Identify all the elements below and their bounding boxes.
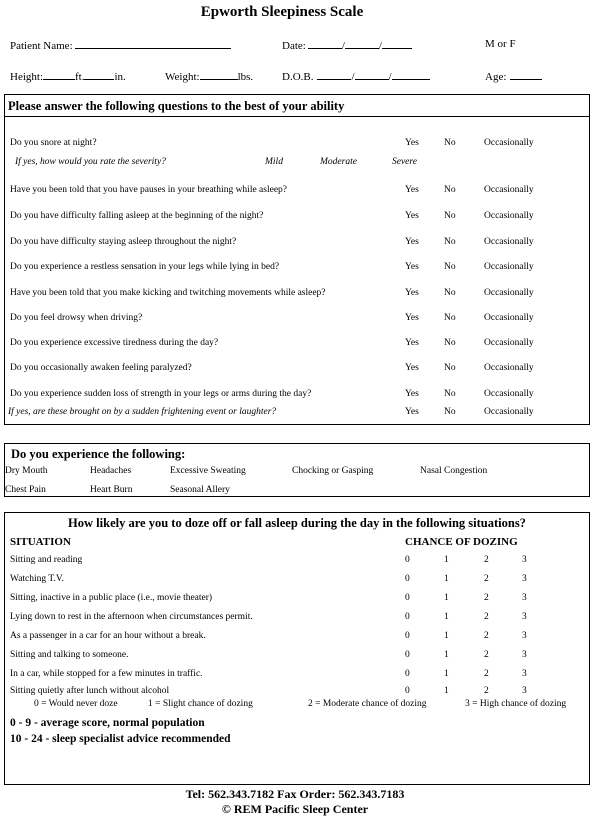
experience-item-chocking-gasping[interactable]: Chocking or Gasping: [292, 466, 374, 476]
question-text: Do you occasionally awaken feeling paralyzed?: [10, 363, 192, 373]
severity-moderate[interactable]: Moderate: [320, 157, 357, 167]
situation-text: Watching T.V.: [10, 574, 64, 584]
question-text: Do you snore at night?: [10, 138, 97, 148]
date-day-line[interactable]: [345, 38, 379, 49]
answer-no[interactable]: No: [444, 262, 456, 272]
date-year-line[interactable]: [382, 38, 412, 49]
dozing-score-0[interactable]: 0: [405, 574, 410, 584]
severity-mild[interactable]: Mild: [265, 157, 283, 167]
answer-yes[interactable]: Yes: [405, 407, 419, 417]
dozing-score-1[interactable]: 1: [444, 669, 449, 679]
chance-header: CHANCE OF DOZING: [405, 536, 518, 548]
situation-text: Lying down to rest in the afternoon when circumstances permit.: [10, 612, 253, 622]
dozing-score-3[interactable]: 3: [522, 650, 527, 660]
height-ft-line[interactable]: [43, 69, 75, 80]
dozing-score-2[interactable]: 2: [484, 574, 489, 584]
experience-item-chest-pain[interactable]: Chest Pain: [5, 485, 46, 495]
dob-label: D.O.B.: [282, 71, 314, 83]
score-note-specialist: 10 - 24 - sleep specialist advice recommended: [10, 733, 231, 745]
answer-occasionally[interactable]: Occasionally: [484, 138, 534, 148]
answer-occasionally[interactable]: Occasionally: [484, 363, 534, 373]
sex-label: M or F: [485, 38, 516, 50]
answer-yes[interactable]: Yes: [405, 338, 419, 348]
situation-text: Sitting and talking to someone.: [10, 650, 129, 660]
in-label: in.: [114, 71, 126, 83]
situation-text: As a passenger in a car for an hour without a break.: [10, 631, 206, 641]
answer-yes[interactable]: Yes: [405, 262, 419, 272]
question-text: Do you experience a restless sensation in your legs while lying in bed?: [10, 262, 280, 272]
answer-no[interactable]: No: [444, 211, 456, 221]
situation-text: Sitting and reading: [10, 555, 83, 565]
dozing-score-0[interactable]: 0: [405, 593, 410, 603]
dozing-score-1[interactable]: 1: [444, 593, 449, 603]
answer-yes[interactable]: Yes: [405, 138, 419, 148]
experience-item-nasal-congestion[interactable]: Nasal Congestion: [420, 466, 488, 476]
answer-no[interactable]: No: [444, 138, 456, 148]
dozing-score-3[interactable]: 3: [522, 631, 527, 641]
answer-occasionally[interactable]: Occasionally: [484, 338, 534, 348]
question-text: Do you experience excessive tiredness during the day?: [10, 338, 219, 348]
question-text: Do you have difficulty falling asleep at the beginning of the night?: [10, 211, 264, 221]
dozing-score-0[interactable]: 0: [405, 686, 410, 696]
situation-header: SITUATION: [10, 536, 71, 548]
dozing-score-2[interactable]: 2: [484, 650, 489, 660]
answer-no[interactable]: No: [444, 237, 456, 247]
answer-occasionally[interactable]: Occasionally: [484, 185, 534, 195]
question-text: Have you been told that you make kicking and twitching movements while asleep?: [10, 288, 326, 298]
dozing-score-1[interactable]: 1: [444, 631, 449, 641]
dozing-score-2[interactable]: 2: [484, 631, 489, 641]
date-separator: /: [341, 40, 345, 52]
age-field[interactable]: [485, 69, 542, 83]
patient-name-field[interactable]: [10, 38, 231, 52]
experience-section-title: Do you experience the following:: [11, 447, 186, 461]
answer-no[interactable]: No: [444, 389, 456, 399]
answer-occasionally[interactable]: Occasionally: [484, 313, 534, 323]
answer-yes[interactable]: Yes: [405, 389, 419, 399]
footer-copyright: © REM Pacific Sleep Center: [221, 802, 369, 816]
answer-yes[interactable]: Yes: [405, 237, 419, 247]
answer-occasionally[interactable]: Occasionally: [484, 262, 534, 272]
answer-yes[interactable]: Yes: [405, 185, 419, 195]
score-note-normal: 0 - 9 - average score, normal population: [10, 717, 205, 729]
situation-text: Sitting, inactive in a public place (i.e., movie theater): [10, 593, 213, 603]
dozing-score-3[interactable]: 3: [522, 574, 527, 584]
age-label: Age:: [485, 71, 507, 83]
dozing-score-0[interactable]: 0: [405, 650, 410, 660]
legend-0: 0 = Would never doze: [34, 699, 118, 709]
answer-occasionally[interactable]: Occasionally: [484, 211, 534, 221]
weight-label: Weight:: [165, 71, 200, 83]
answer-occasionally[interactable]: Occasionally: [484, 288, 534, 298]
dob-day-line[interactable]: [355, 69, 389, 80]
footer-contact: Tel: 562.343.7182 Fax Order: 562.343.7183: [185, 787, 405, 801]
height-in-line[interactable]: [84, 69, 114, 80]
date-label: Date:: [282, 40, 306, 52]
legend-1: 1 = Slight chance of dozing: [148, 699, 253, 709]
dozing-score-2[interactable]: 2: [484, 686, 489, 696]
experience-item-heart-burn[interactable]: Heart Burn: [90, 485, 133, 495]
answer-no[interactable]: No: [444, 407, 456, 417]
situation-text: Sitting quietly after lunch without alcohol: [10, 686, 170, 696]
legend-3: 3 = High chance of dozing: [465, 699, 567, 709]
dozing-score-3[interactable]: 3: [522, 555, 527, 565]
dozing-score-0[interactable]: 0: [405, 555, 410, 565]
answer-occasionally[interactable]: Occasionally: [484, 389, 534, 399]
questions-section-title: Please answer the following questions to the best of your ability: [8, 99, 345, 113]
dozing-score-2[interactable]: 2: [484, 593, 489, 603]
height-label: Height:: [10, 71, 43, 83]
experience-item-dry-mouth[interactable]: Dry Mouth: [5, 466, 48, 476]
answer-no[interactable]: No: [444, 363, 456, 373]
weight-field[interactable]: [165, 69, 253, 83]
height-field[interactable]: [10, 69, 126, 83]
date-month-line[interactable]: [308, 38, 342, 49]
dozing-score-2[interactable]: 2: [484, 555, 489, 565]
dozing-score-3[interactable]: 3: [522, 612, 527, 622]
dozing-score-1[interactable]: 1: [444, 686, 449, 696]
dob-field[interactable]: [282, 69, 430, 83]
dozing-score-1[interactable]: 1: [444, 612, 449, 622]
question-text: Have you been told that you have pauses in your breathing while asleep?: [10, 185, 287, 195]
answer-no[interactable]: No: [444, 288, 456, 298]
experience-item-excessive-sweating[interactable]: Excessive Sweating: [170, 466, 246, 476]
dozing-score-1[interactable]: 1: [444, 555, 449, 565]
question-text: If yes, are these brought on by a sudden frightening event or laughter?: [8, 407, 277, 417]
section-divider: [4, 116, 590, 117]
situation-text: In a car, while stopped for a few minutes in traffic.: [10, 669, 203, 679]
dozing-score-0[interactable]: 0: [405, 669, 410, 679]
dob-month-line[interactable]: [317, 69, 351, 80]
date-field[interactable]: [282, 38, 412, 52]
answer-yes[interactable]: Yes: [405, 211, 419, 221]
dozing-score-1[interactable]: 1: [444, 574, 449, 584]
weight-line[interactable]: [200, 69, 238, 80]
date-separator: /: [378, 40, 382, 52]
answer-yes[interactable]: Yes: [405, 363, 419, 373]
question-text: Do you experience sudden loss of strength in your legs or arms during the day?: [10, 389, 312, 399]
dob-year-line[interactable]: [392, 69, 430, 80]
experience-item-headaches[interactable]: Headaches: [90, 466, 132, 476]
dozing-score-1[interactable]: 1: [444, 650, 449, 660]
severity-severe[interactable]: Severe: [392, 157, 417, 167]
dob-separator: /: [388, 71, 392, 83]
dozing-score-0[interactable]: 0: [405, 612, 410, 622]
answer-no[interactable]: No: [444, 185, 456, 195]
age-line[interactable]: [510, 69, 542, 80]
lbs-label: lbs.: [237, 71, 254, 83]
dozing-score-2[interactable]: 2: [484, 669, 489, 679]
answer-occasionally[interactable]: Occasionally: [484, 407, 534, 417]
answer-no[interactable]: No: [444, 338, 456, 348]
dozing-section-title: How likely are you to doze off or fall asleep during the day in the following situations?: [68, 516, 526, 530]
question-text: Do you feel drowsy when driving?: [10, 313, 143, 323]
patient-name-line[interactable]: [75, 38, 231, 49]
patient-name-label: Patient Name:: [10, 40, 73, 52]
dozing-score-3[interactable]: 3: [522, 686, 527, 696]
answer-yes[interactable]: Yes: [405, 288, 419, 298]
dozing-score-2[interactable]: 2: [484, 612, 489, 622]
experience-item-seasonal-allery[interactable]: Seasonal Allery: [170, 485, 230, 495]
legend-2: 2 = Moderate chance of dozing: [308, 699, 427, 709]
dozing-score-3[interactable]: 3: [522, 669, 527, 679]
dozing-score-3[interactable]: 3: [522, 593, 527, 603]
answer-no[interactable]: No: [444, 313, 456, 323]
severity-prompt: If yes, how would you rate the severity?: [15, 157, 166, 167]
form-title: Epworth Sleepiness Scale: [200, 4, 364, 20]
dob-separator: /: [351, 71, 355, 83]
answer-yes[interactable]: Yes: [405, 313, 419, 323]
ft-label: ft.: [75, 71, 85, 83]
question-text: Do you have difficulty staying asleep throughout the night?: [10, 237, 237, 247]
dozing-score-0[interactable]: 0: [405, 631, 410, 641]
answer-occasionally[interactable]: Occasionally: [484, 237, 534, 247]
